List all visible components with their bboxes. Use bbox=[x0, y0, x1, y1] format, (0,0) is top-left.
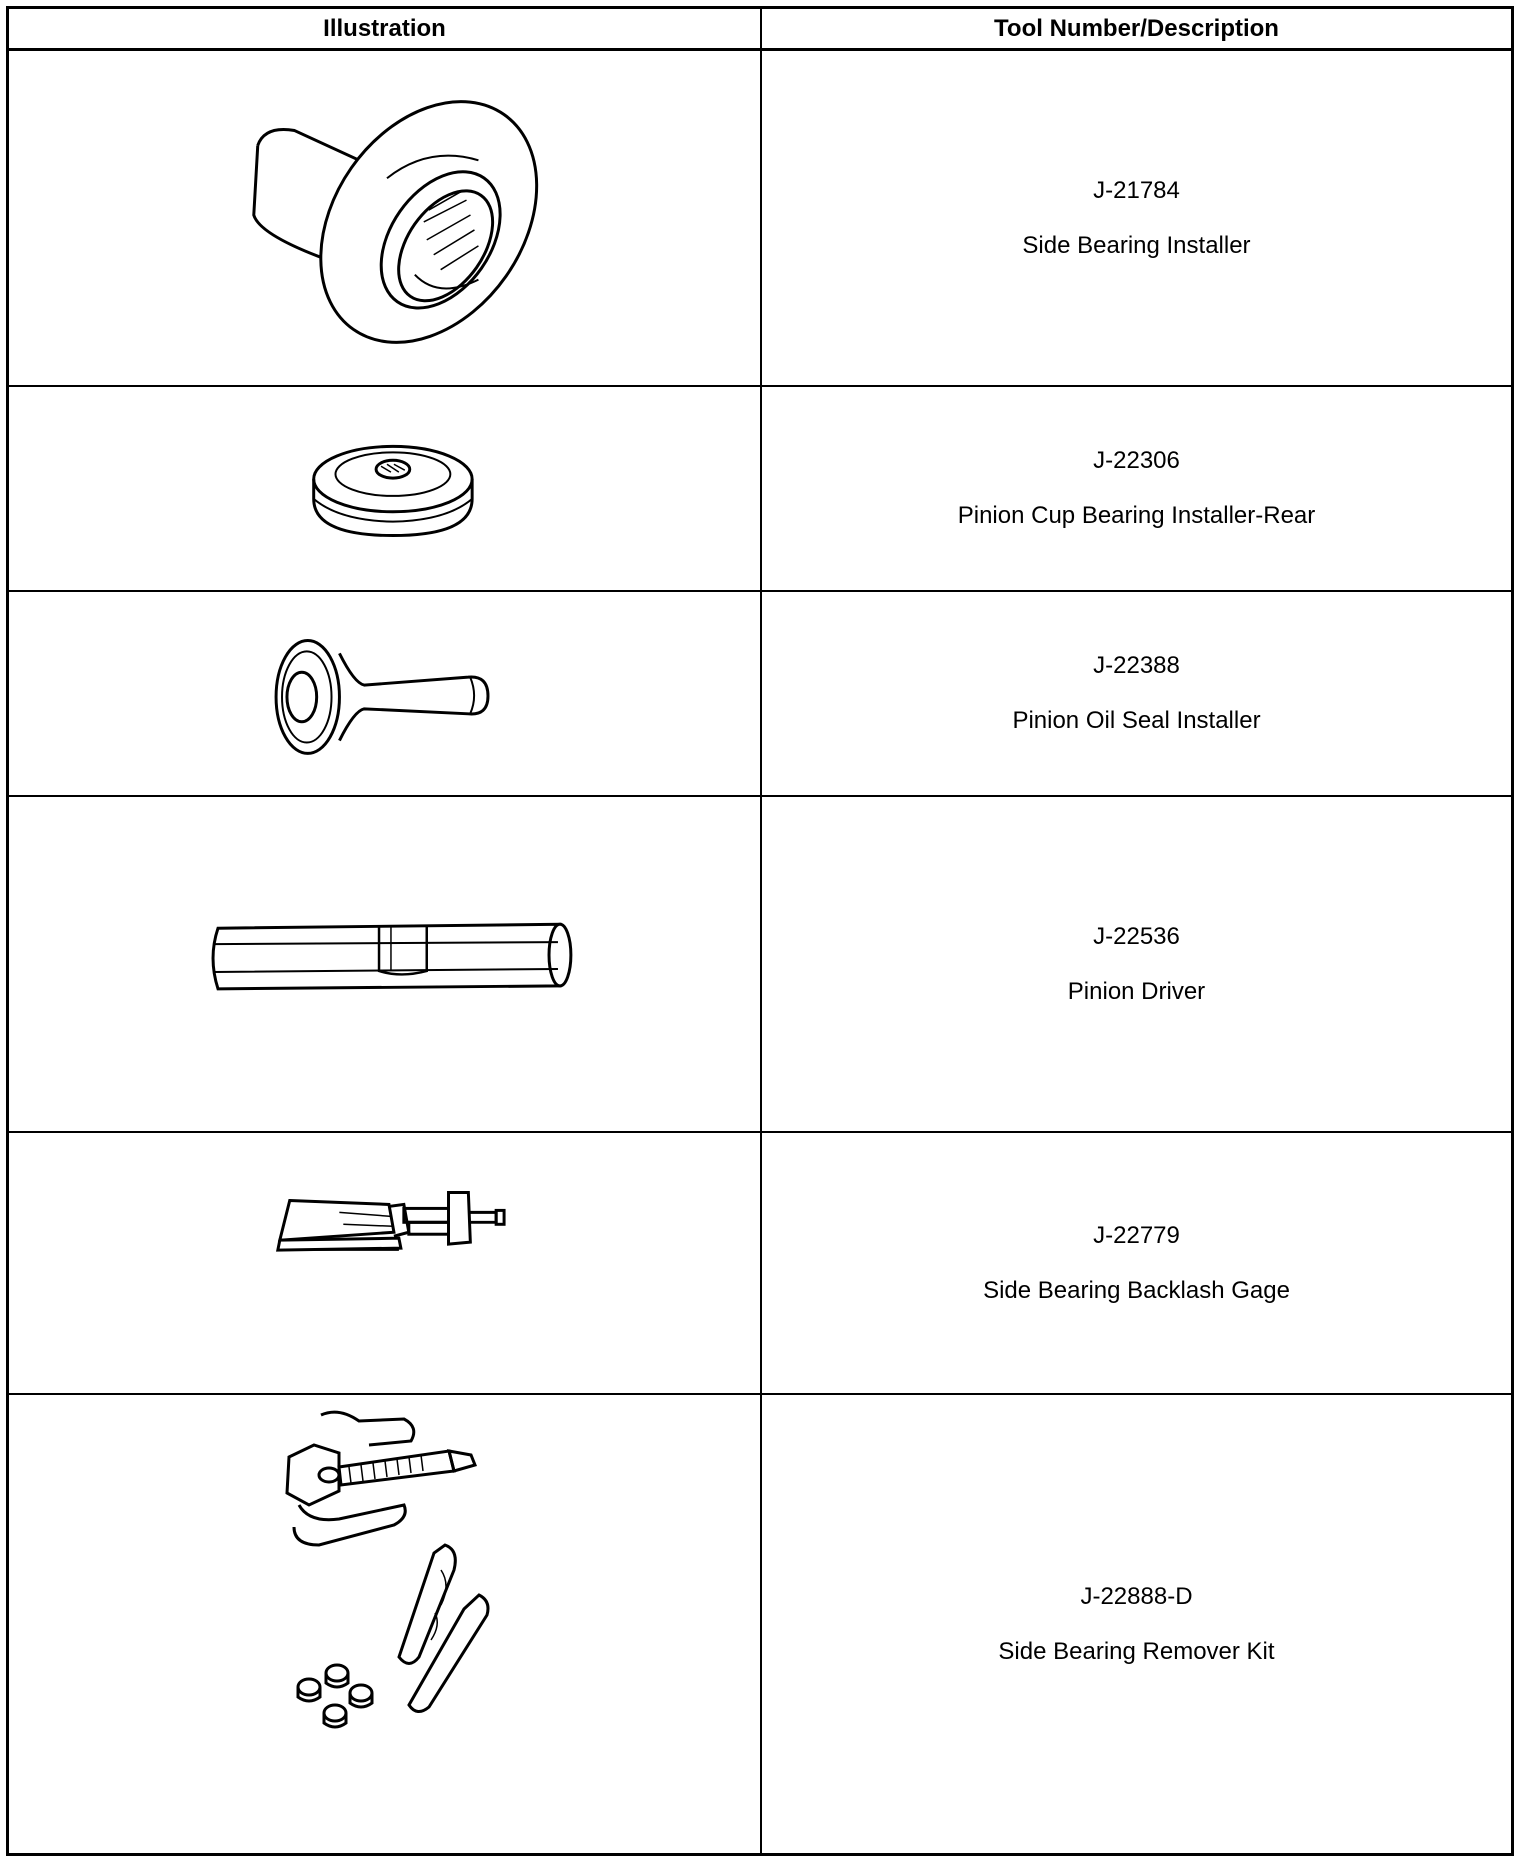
tool-name: Pinion Driver bbox=[1067, 977, 1206, 1005]
table-row bbox=[9, 387, 1511, 592]
tool-description-cell bbox=[762, 1133, 1511, 1393]
tool-number: J-22536 bbox=[1093, 922, 1180, 950]
header-illustration: Illustration bbox=[323, 15, 446, 42]
tools-table bbox=[6, 6, 1514, 1856]
tool-number: J-22779 bbox=[1093, 1221, 1180, 1249]
tool-description-cell bbox=[762, 51, 1511, 385]
illustration-cell bbox=[9, 1395, 760, 1853]
table-row bbox=[9, 797, 1511, 1133]
tool-description-cell bbox=[762, 1395, 1511, 1853]
tool-description-cell bbox=[762, 797, 1511, 1131]
table-row bbox=[9, 1133, 1511, 1395]
illustration-cell bbox=[9, 51, 760, 385]
illustration-cell bbox=[9, 797, 760, 1131]
bearing-remover-kit-icon bbox=[9, 1395, 760, 1853]
tool-name: Side Bearing Installer bbox=[1022, 231, 1251, 259]
table-row bbox=[9, 592, 1511, 797]
backlash-gage-icon bbox=[9, 1133, 760, 1393]
tool-name: Side Bearing Remover Kit bbox=[998, 1637, 1275, 1665]
tool-number: J-22306 bbox=[1093, 447, 1180, 474]
tool-name: Pinion Oil Seal Installer bbox=[1012, 707, 1261, 734]
illustration-cell bbox=[9, 387, 760, 590]
tool-number: J-22888-D bbox=[1080, 1582, 1193, 1610]
illustration-cell bbox=[9, 1133, 760, 1393]
illustration-cell bbox=[9, 592, 760, 795]
tool-description-cell bbox=[762, 387, 1511, 590]
pinion-driver-icon bbox=[9, 797, 760, 1131]
side-bearing-installer-icon bbox=[9, 51, 760, 385]
tool-name: Side Bearing Backlash Gage bbox=[983, 1276, 1290, 1304]
tool-name: Pinion Cup Bearing Installer-Rear bbox=[957, 502, 1316, 529]
header-tool-description: Tool Number/Description bbox=[994, 15, 1279, 42]
table-row bbox=[9, 1395, 1511, 1853]
pinion-oil-seal-installer-icon bbox=[9, 592, 760, 795]
tool-number: J-22388 bbox=[1093, 652, 1180, 679]
tool-number: J-21784 bbox=[1093, 176, 1180, 204]
table-row bbox=[9, 51, 1511, 387]
tool-description-cell bbox=[762, 592, 1511, 795]
pinion-cup-bearing-installer-icon bbox=[9, 387, 760, 590]
